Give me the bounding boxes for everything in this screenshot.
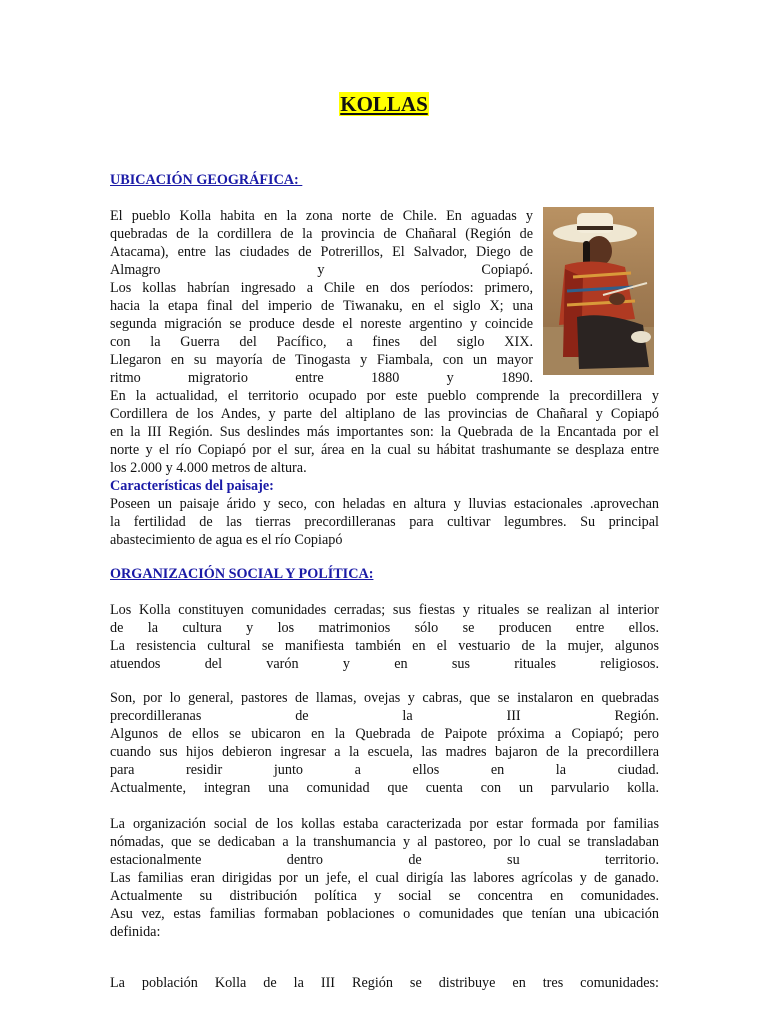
text-line: Atacama), entre las ciudades de Potrerillos, El Salvador, Diego de <box>110 244 533 260</box>
organizacion-paragraph-1 <box>110 601 659 673</box>
document-title: KOLLAS <box>340 92 428 116</box>
text-line: norte y el río Copiapó por el sur, área en la cual su hábitat trashumante se desplaza entre <box>110 442 659 458</box>
text-line: definida: <box>110 924 161 940</box>
text-line: Llegaron en su mayoría de Tinogasta y Fiambala, con un mayor <box>110 352 533 368</box>
text-line: para residir junto a ellos en la ciudad. <box>110 762 659 778</box>
organizacion-paragraph-4 <box>110 974 659 992</box>
text-line: Los Kolla constituyen comunidades cerradas; sus fiestas y rituales se realizan al interior <box>110 602 659 618</box>
text-line: Poseen un paisaje árido y seco, con heladas en altura y lluvias estacionales .aprovechan <box>110 496 659 512</box>
document-title-wrapper <box>0 92 768 117</box>
text-line: Actualmente su distribución política y social se concentra en comunidades. <box>110 888 659 904</box>
heading-ubicacion: UBICACIÓN GEOGRÁFICA: <box>110 172 303 188</box>
text-line: Almagro y Copiapó. <box>110 262 533 278</box>
text-line: Algunos de ellos se ubicaron en la Quebrada de Paipote próxima a Copiapó; pero <box>110 726 659 742</box>
text-line: de la cultura y los matrimonios sólo se producen entre ellos. <box>110 620 659 636</box>
text-line: Los kollas habrían ingresado a Chile en dos períodos: primero, <box>110 280 533 296</box>
text-line: Actualmente, integran una comunidad que cuenta con un parvulario kolla. <box>110 780 659 796</box>
text-line: precordilleranas de la III Región. <box>110 708 659 724</box>
photo-illustration <box>543 207 654 375</box>
text-line: segunda migración se produce desde el noreste argentino y coincide <box>110 316 533 332</box>
text-line: la fertilidad de las tierras precordilleranas para cultivar legumbres. Su principal <box>110 514 659 530</box>
text-line: Las familias eran dirigidas por un jefe, el cual dirigía las labores agrícolas y de ganado. <box>110 870 659 886</box>
text-line: Asu vez, estas familias formaban poblaciones o comunidades que tenían una ubicación <box>110 906 659 922</box>
text-line: cuando sus hijos debieron ingresar a la escuela, las madres bajaron de la precordillera <box>110 744 659 760</box>
text-line: los 2.000 y 4.000 metros de altura. <box>110 460 307 476</box>
ubicacion-paragraph-narrow <box>110 207 533 387</box>
text-line: La organización social de los kollas estaba caracterizada por estar formada por familias <box>110 816 659 832</box>
organizacion-paragraph-2 <box>110 689 659 797</box>
text-line: nómadas, que se dedicaban a la transhumancia y al pastoreo, por lo cual se transladaban <box>110 834 659 850</box>
text-line: en la III Región. Sus deslindes más importantes son: la Quebrada de la Encantada por el <box>110 424 659 440</box>
subheading-paisaje: Características del paisaje: <box>110 478 274 494</box>
text-line: La resistencia cultural se manifiesta también en el vestuario de la mujer, algunos <box>110 638 659 654</box>
ubicacion-paragraph-wide <box>110 387 659 549</box>
heading-organizacion: ORGANIZACIÓN SOCIAL Y POLÍTICA: <box>110 566 374 582</box>
text-line: hacia la etapa final del imperio de Tiwanaku, en el siglo X; una <box>110 298 533 314</box>
text-line: abastecimiento de agua es el río Copiapó <box>110 532 343 548</box>
text-line: En la actualidad, el territorio ocupado por este pueblo comprende la precordillera y <box>110 388 659 404</box>
text-line: La población Kolla de la III Región se distribuye en tres comunidades: <box>110 975 659 991</box>
text-line: ritmo migratorio entre 1880 y 1890. <box>110 370 533 386</box>
text-line: con la Guerra del Pacífico, a fines del siglo XIX. <box>110 334 533 350</box>
text-line: El pueblo Kolla habita en la zona norte de Chile. En aguadas y <box>110 208 533 224</box>
text-line: quebradas de la cordillera de la provincia de Chañaral (Región de <box>110 226 533 242</box>
kolla-woman-photo <box>543 207 654 375</box>
text-line: Cordillera de los Andes, y parte del altiplano de las provincias de Chañaral y Copiapó <box>110 406 659 422</box>
text-line: atuendos del varón y en sus rituales religiosos. <box>110 656 659 672</box>
organizacion-paragraph-3 <box>110 815 659 941</box>
text-line: estacionalmente dentro de su territorio. <box>110 852 659 868</box>
text-line: Son, por lo general, pastores de llamas, ovejas y cabras, que se instalaron en quebradas <box>110 690 659 706</box>
